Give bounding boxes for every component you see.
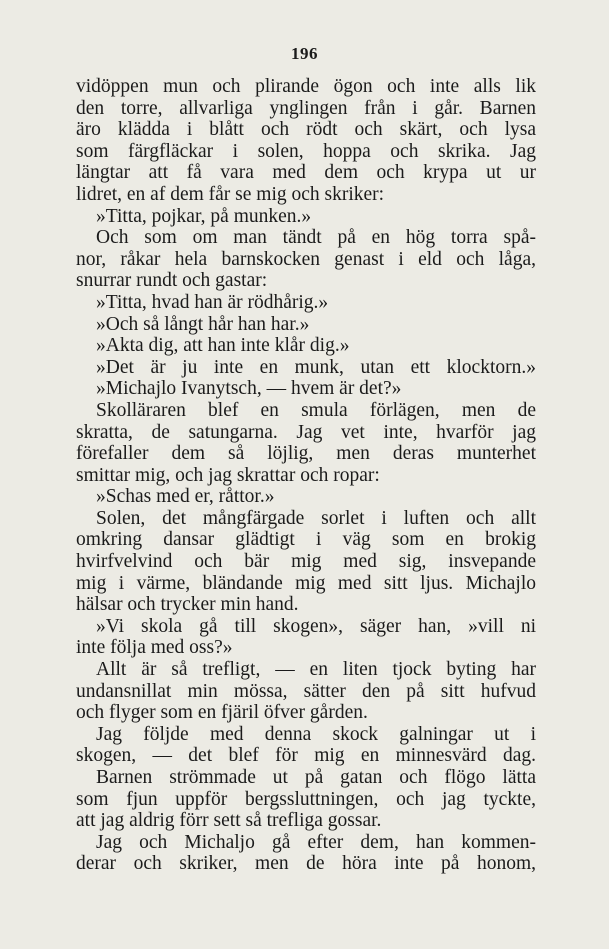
text-line: Barnen strömmade ut på gatan och flögo lätta (96, 767, 536, 788)
text-line: Jag följde med denna skock galningar ut i (96, 723, 536, 745)
text-line: »Titta, pojkar, på munken.» (96, 205, 312, 227)
text-line: den torre, allvarliga ynglingen från i går. Barnen (76, 97, 536, 119)
text-line: mig i värme, bländande mig med sitt ljus. Michajlo (76, 572, 536, 594)
text-line: skogen, — det blef för mig en minnesvärd dag. (76, 745, 536, 767)
text-line: hvirfvelvind och bär mig med sig, insvepande (76, 551, 536, 573)
text-line: Allt är så trefligt, — en liten tjock byting har (96, 659, 536, 681)
text-line: Solen, det mångfärgade sorlet i luften och allt (96, 507, 536, 529)
text-line: nor, råkar hela barnskocken genast i eld och låga, (76, 248, 536, 270)
text-line: omkring dansar glädtigt i väg som en brokig (76, 529, 536, 551)
text-line: Jag och Michaljo gå efter dem, han kommen- (96, 831, 536, 853)
body-text (76, 76, 536, 875)
text-line: »Det är ju inte en munk, utan ett klocktorn.» (96, 356, 536, 378)
text-line: längtar att få vara med dem och krypa ut ur (76, 162, 536, 184)
text-line: snurrar rundt och gastar: (76, 270, 268, 292)
text-line: derar och skriker, men de höra inte på honom, (76, 853, 536, 875)
text-line: att jag aldrig förr sett så trefliga gossar. (76, 810, 382, 832)
text-line: »Och så långt hår han har.» (96, 313, 310, 335)
text-line: »Vi skola gå till skogen», säger han, »vill ni (96, 615, 536, 637)
text-line: »Michajlo Ivanytsch, — hvem är det?» (96, 378, 402, 400)
page-number: 196 (291, 44, 318, 63)
text-line: äro klädda i blått och rödt och skärt, och lysa (76, 119, 536, 141)
text-line: »Titta, hvad han är rödhårig.» (96, 291, 329, 313)
text-line: lidret, en af dem får se mig och skriker: (76, 183, 385, 205)
text-line: som fjun uppför bergssluttningen, och jag tyckte, (76, 788, 536, 810)
text-line: skratta, de satungarna. Jag vet inte, hvarför jag (76, 421, 536, 443)
text-line: undansnillat min mössa, sätter den på sitt hufvud (76, 680, 536, 702)
text-line: förefaller dem så löjlig, men deras munterhet (76, 443, 536, 465)
text-line: Och som om man tändt på en hög torra spå- (96, 227, 536, 249)
text-line: vidöppen mun och plirande ögon och inte alls lik (76, 76, 536, 97)
text-line: »Akta dig, att han inte klår dig.» (96, 335, 350, 357)
text-line: hälsar och trycker min hand. (76, 594, 299, 616)
text-line: och flyger som en fjäril öfver gården. (76, 702, 368, 724)
text-line: »Schas med er, råttor.» (96, 486, 275, 508)
text-line: som färgfläckar i solen, hoppa och skrika. Jag (76, 140, 536, 162)
text-line: inte följa med oss?» (76, 637, 233, 659)
text-line: smittar mig, och jag skrattar och ropar: (76, 464, 380, 486)
text-line: Skolläraren blef en smula förlägen, men de (96, 399, 536, 421)
